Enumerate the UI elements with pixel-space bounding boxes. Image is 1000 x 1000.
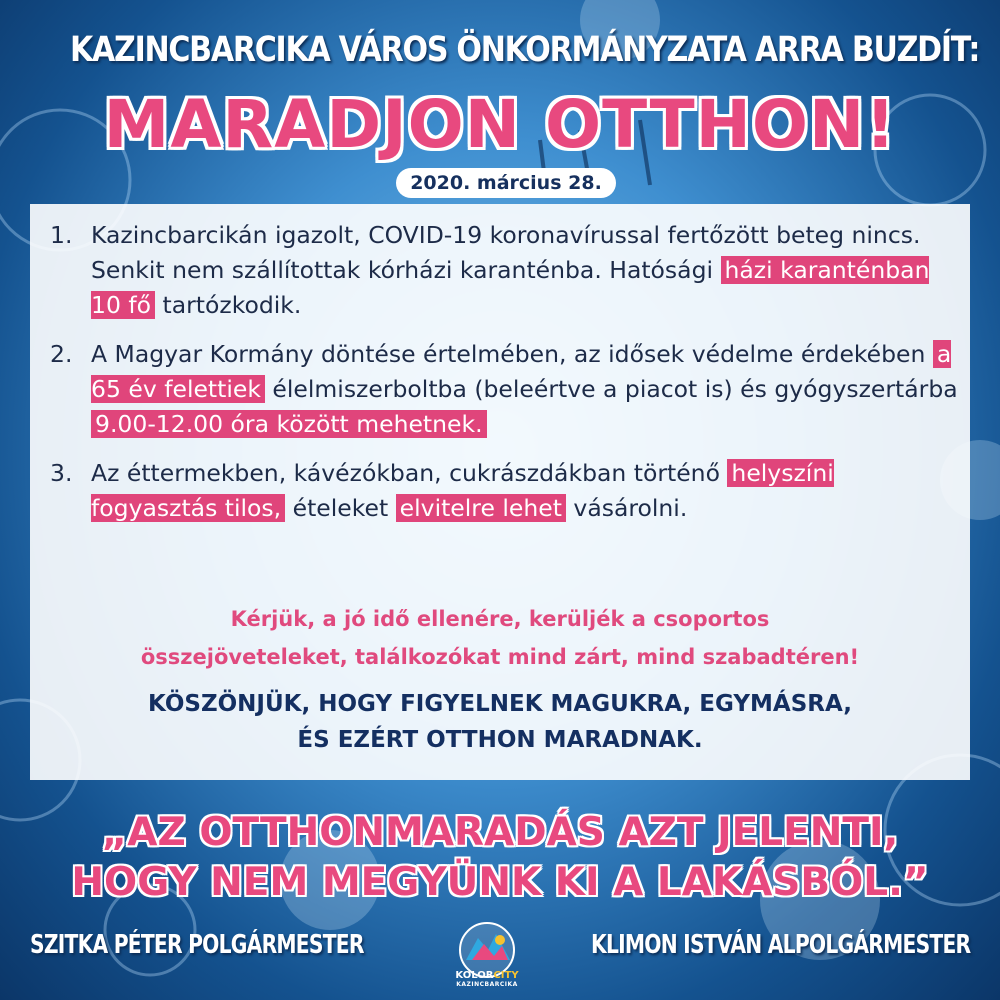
thanks-line: KÖSZÖNJÜK, HOGY FIGYELNEK MAGUKRA, EGYMÁSRA, [148,691,852,717]
thanks-message [30,686,970,758]
item-text: tartózkodik. [155,291,302,319]
item-number: 1. [50,221,73,249]
item-highlight: házi karanténban 10 fő [91,256,930,319]
item-text: Kazincbarcikán igazolt, COVID-19 koronavírussal fertőzött beteg nincs. Senkit nem szállítottak kórházi karanténba. Hatósági [91,221,921,284]
header-topline: KAZINCBARCIKA VÁROS ÖNKORMÁNYZATA ARRA BUZDÍT: [70,30,980,70]
logo-subtitle: KAZINCBARCIKA [456,981,518,988]
item-number: 3. [50,459,73,487]
request-note-line: összejöveteleket, találkozókat mind zárt, mind szabadtéren! [140,645,860,669]
signature-deputy-mayor: KLIMON ISTVÁN ALPOLGÁRMESTER [590,930,970,960]
logo-wordmark [446,970,528,981]
item-text: A Magyar Kormány döntése értelmében, az idősek védelme érdekében [91,340,933,368]
info-list [50,218,960,540]
item-text: ételeket [285,494,396,522]
quote-line: HOGY NEM MEGYÜNK KI A LAKÁSBÓL.” [71,860,929,905]
list-item [50,337,960,442]
quote [0,808,1000,908]
quote-line: „AZ OTTHONMARADÁS AZT JELENTI, [101,810,899,855]
list-item [50,218,960,323]
logo-name-a: KOLOR [455,970,494,981]
signature-mayor: SZITKA PÉTER POLGÁRMESTER [30,930,364,960]
logo-name-b: CITY [493,970,519,981]
item-highlight: 9.00-12.00 óra között mehetnek. [91,410,487,438]
thanks-line: ÉS EZÉRT OTTHON MARADNAK. [297,727,703,753]
request-note-line: Kérjük, a jó idő ellenére, kerüljék a csoportos [230,607,770,631]
headline: MARADJON OTTHON! [103,86,897,163]
item-highlight: a 65 év felettiek [91,340,952,403]
date-badge: 2020. március 28. [396,168,616,198]
item-highlight: helyszíni fogyasztás tilos, [91,459,834,522]
item-text: Az éttermekben, kávézókban, cukrászdákban történő [91,459,728,487]
item-highlight: elvitelre lehet [396,494,566,522]
item-text: vásárolni. [565,494,688,522]
request-note [30,600,970,676]
list-item [50,456,960,526]
item-number: 2. [50,340,73,368]
item-text: élelmiszerboltba (beleértve a piacot is) és gyógyszertárba [264,375,958,403]
